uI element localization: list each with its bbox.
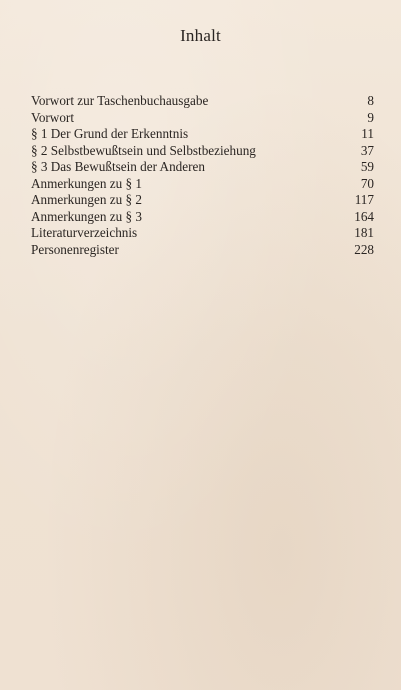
toc-entry	[31, 176, 374, 193]
toc-entry	[31, 143, 374, 160]
toc-entry-label: § 3 Das Bewußtsein der Anderen	[31, 159, 205, 174]
toc-entry	[31, 93, 374, 110]
toc-entry-label: § 1 Der Grund der Erkenntnis	[31, 126, 189, 141]
toc-entry-label: Personenregister	[31, 241, 119, 257]
toc-entry-page: 11	[361, 126, 374, 141]
toc-entry-page: 117	[354, 192, 374, 207]
toc-entry-label: Vorwort	[31, 109, 74, 125]
toc-entry	[31, 209, 374, 226]
toc-entry-page: 8	[367, 93, 374, 108]
toc-entry	[31, 126, 374, 143]
toc-entry-label: Anmerkungen zu § 3	[31, 208, 142, 224]
toc-entry	[31, 159, 374, 176]
toc-entry	[31, 225, 374, 242]
toc-entry-page: 59	[360, 159, 374, 174]
toc-entry-label: Literaturverzeichnis	[31, 225, 138, 240]
toc-entry-page: 37	[360, 142, 374, 158]
toc-entry-label: § 2 Selbstbewußtsein und Selbstbeziehung	[31, 142, 256, 158]
toc-entry-page: 164	[354, 208, 374, 224]
toc-entry	[31, 242, 374, 259]
toc-entry-label: Anmerkungen zu § 2	[31, 192, 142, 207]
toc-entry-page: 9	[367, 109, 374, 125]
toc-entry-page: 181	[354, 225, 374, 240]
toc-entry-page: 70	[360, 175, 374, 191]
toc-entry-label: Anmerkungen zu § 1	[31, 175, 142, 191]
toc-entry	[31, 192, 374, 209]
table-of-contents	[31, 93, 374, 258]
toc-entry	[31, 110, 374, 127]
toc-entry-page: 228	[354, 241, 374, 257]
page-title: Inhalt	[180, 26, 221, 45]
toc-entry-label: Vorwort zur Taschenbuchausgabe	[31, 93, 209, 108]
